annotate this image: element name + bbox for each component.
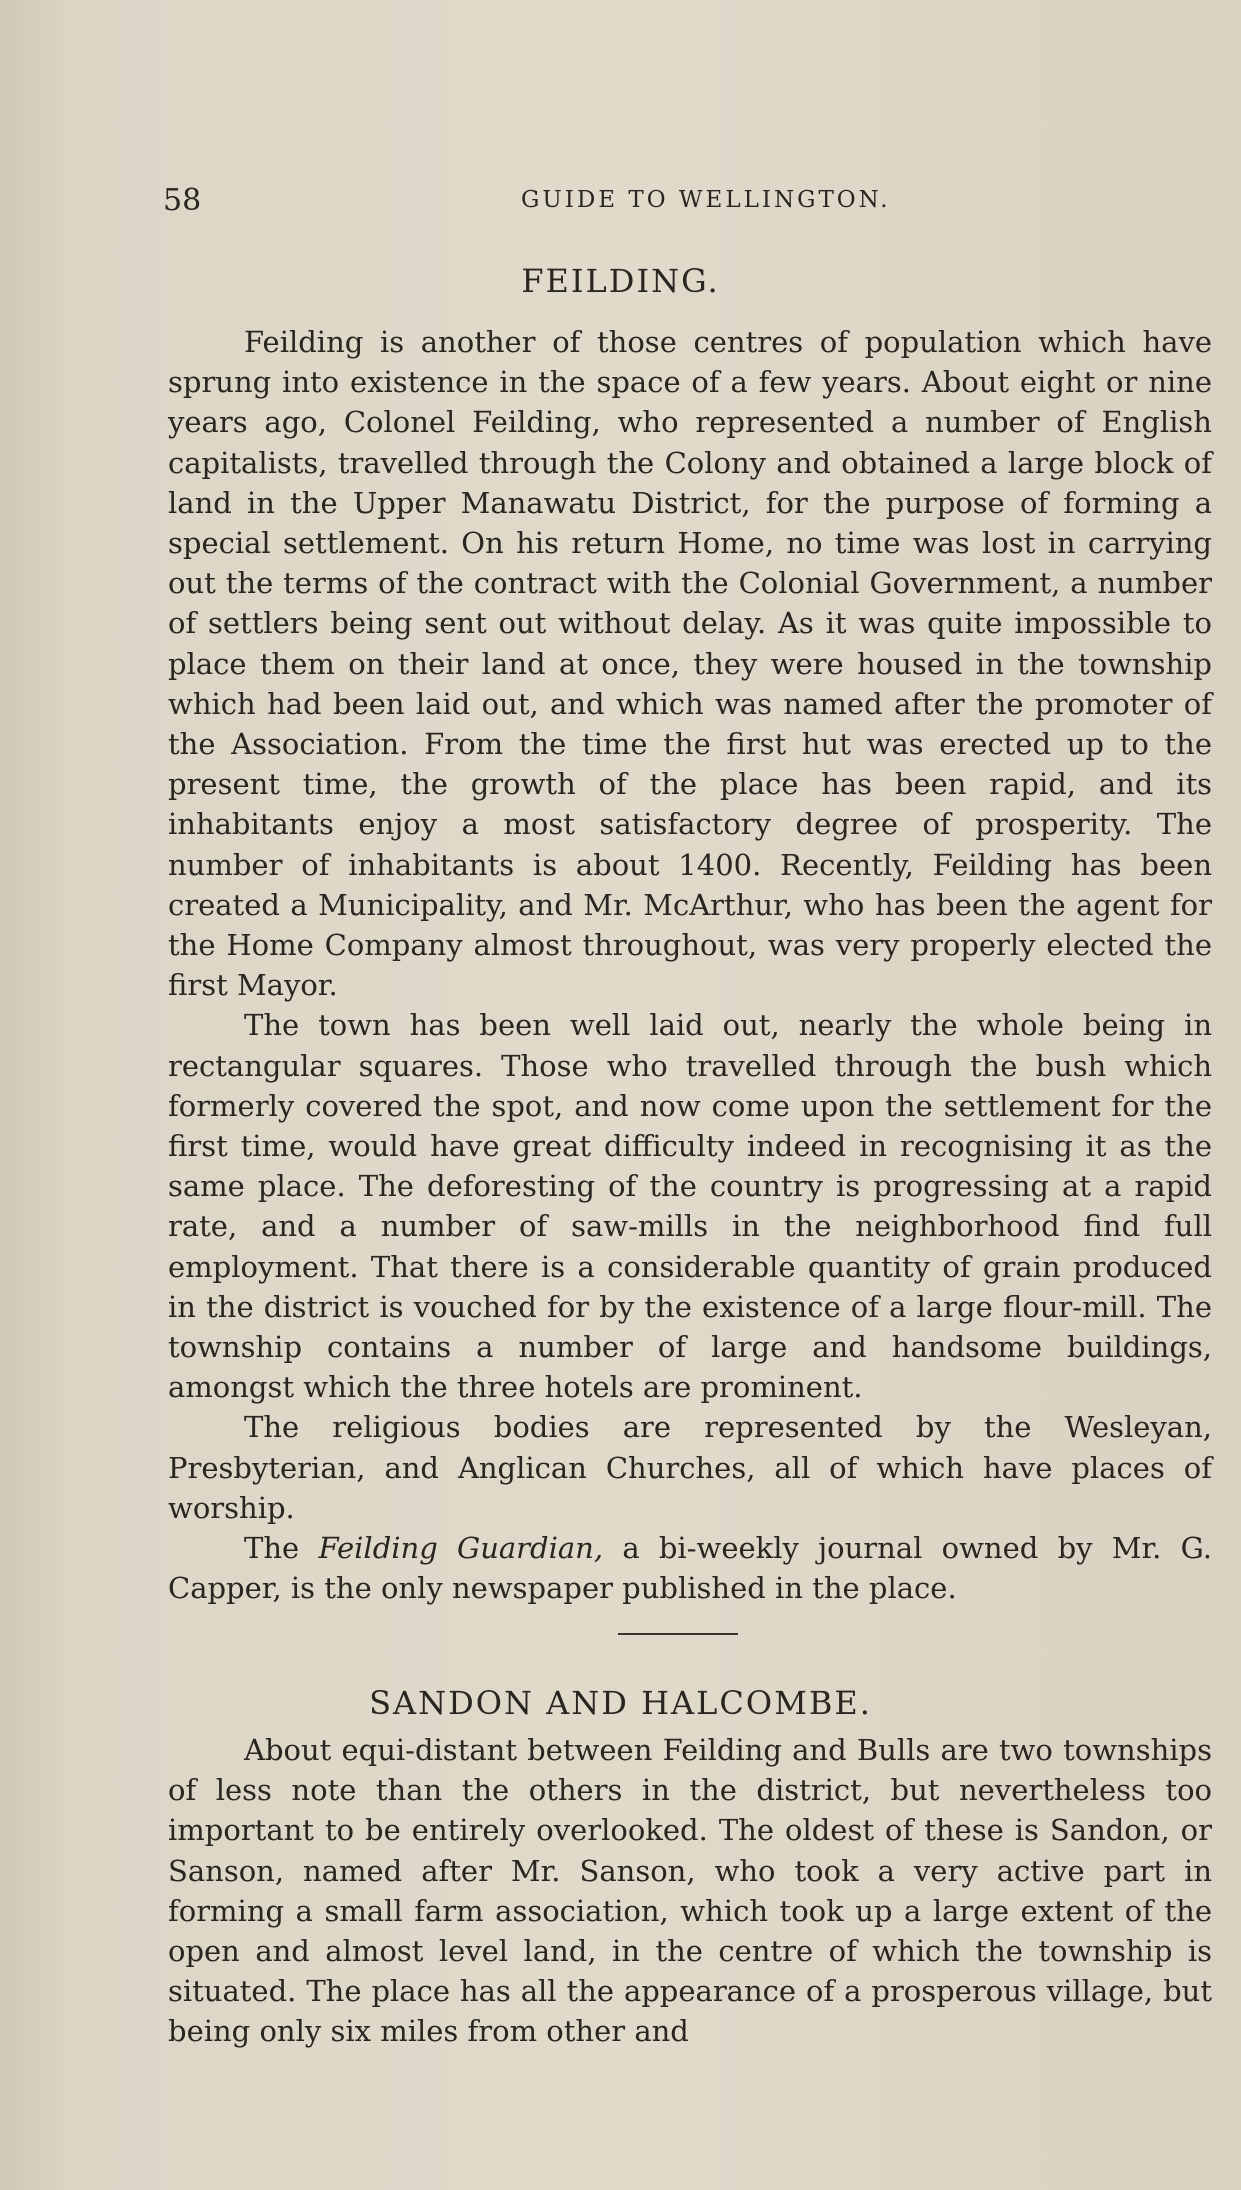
- paragraph: The town has been well laid out, nearly the whole being in rectangular squares. Those who travelled through the bush which formerly covered the spot, and now come upon the settlement for the first time, would have great difficulty indeed in recognising it as the same place. The deforesting of the country is progressing at a rapid rate, and a number of saw-mills in the neighborhood find full employment. That there is a considerable quantity of grain produced in the district is vouched for by the existence of a large flour-mill. The township contains a number of large and handsome buildings, amongst which the three hotels are prominent.: [168, 1008, 1212, 1405]
- page-number: 58: [163, 183, 202, 218]
- section-divider: [618, 1633, 738, 1635]
- text-run: a bi-weekly journal owned by Mr. G. Capper, is the only newspaper published in the place.: [168, 1531, 1212, 1606]
- paragraph: About equi-distant between Feilding and Bulls are two townships of less note than the others in the district, but nevertheless too important to be entirely overlooked. The oldest of these is Sandon, or Sanson, named after Mr. Sanson, who took a very active part in forming a small farm association, which took up a large extent of the open and almost level land, in the centre of which the township is situated. The place has all the appearance of a prosperous village, but being only six miles from other and: [168, 1733, 1212, 2049]
- section-title-sandon-halcombe: SANDON AND HALCOMBE.: [369, 1684, 872, 1722]
- section-title-feilding: FEILDING.: [521, 262, 720, 300]
- paragraph: Feilding is another of those centres of population which have sprung into existence in the space of a few years. About eight or nine years ago, Colonel Feilding, who represented a number of English capitalists, travelled through the Colony and obtained a large block of land in the Upper Manawatu District, for the purpose of forming a special settlement. On his return Home, no time was lost in carrying out the terms of the contract with the Colonial Government, a number of settlers being sent out without delay. As it was quite impossible to place them on their land at once, they were housed in the township which had been laid out, and which was named after the promoter of the Association. From the time the first hut was erected up to the present time, the growth of the place has been rapid, and its inhabitants enjoy a most satisfactory degree of prosperity. The number of inhabitants is about 1400. Recently, Feilding has been created a Municipality, and Mr. McArthur, who has been the agent for the Home Company almost throughout, was very properly elected the first Mayor.: [168, 325, 1212, 1003]
- text-run: The: [244, 1531, 319, 1566]
- feilding-section-body: [168, 322, 1212, 1609]
- paragraph: The religious bodies are represented by the Wesleyan, Presbyterian, and Anglican Churches, all of which have places of worship.: [168, 1410, 1212, 1525]
- sandon-section-body: [168, 1730, 1212, 2052]
- page-header: [163, 183, 1213, 223]
- newspaper-title: Feilding Guardian,: [318, 1531, 604, 1566]
- paragraph-newspaper: [168, 1528, 1212, 1608]
- running-head: GUIDE TO WELLINGTON.: [521, 187, 891, 213]
